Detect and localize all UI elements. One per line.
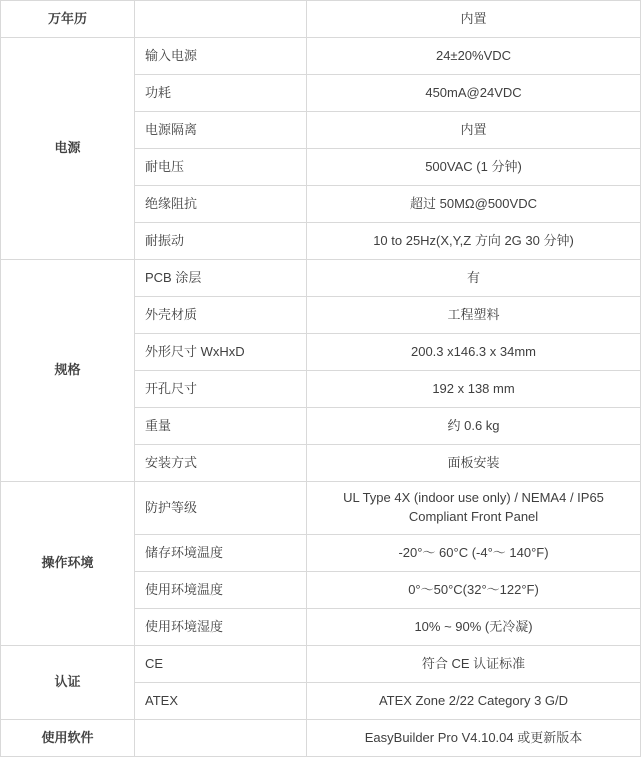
subitem-cell: 重量 <box>135 408 307 445</box>
table-row <box>1 38 641 75</box>
value-cell: 内置 <box>307 1 641 38</box>
value-cell: 450mA@24VDC <box>307 75 641 112</box>
value-cell: 192 x 138 mm <box>307 371 641 408</box>
value-cell: 500VAC (1 分钟) <box>307 149 641 186</box>
subitem-cell: 使用环境温度 <box>135 572 307 609</box>
value-line-1: UL Type 4X (indoor use only) / NEMA4 / IP65 <box>343 490 604 506</box>
table-row <box>1 720 641 757</box>
subitem-cell: 开孔尺寸 <box>135 371 307 408</box>
category-cell: 万年历 <box>1 1 135 38</box>
subitem-cell: 功耗 <box>135 75 307 112</box>
subitem-cell: 外壳材质 <box>135 297 307 334</box>
subitem-cell: 使用环境湿度 <box>135 609 307 646</box>
subitem-cell: ATEX <box>135 683 307 720</box>
value-line-2: Compliant Front Panel <box>408 509 539 524</box>
value-cell: -20°～ 60°C (-4°～ 140°F) <box>307 535 641 572</box>
value-cell: 内置 <box>307 112 641 149</box>
table-row <box>1 482 641 535</box>
value-cell: 10% ~ 90% (无冷凝) <box>307 609 641 646</box>
value-cell: 24±20%VDC <box>307 38 641 75</box>
subitem-cell: 耐振动 <box>135 223 307 260</box>
value-cell: 符合 CE 认证标准 <box>307 646 641 683</box>
value-cell: 有 <box>307 260 641 297</box>
subitem-cell: 耐电压 <box>135 149 307 186</box>
value-cell: 10 to 25Hz(X,Y,Z 方向 2G 30 分钟) <box>307 223 641 260</box>
category-cell: 电源 <box>1 38 135 260</box>
subitem-cell: 储存环境温度 <box>135 535 307 572</box>
value-cell: 200.3 x146.3 x 34mm <box>307 334 641 371</box>
subitem-cell <box>135 720 307 757</box>
subitem-cell: 绝缘阻抗 <box>135 186 307 223</box>
category-cell: 认证 <box>1 646 135 720</box>
subitem-cell: 输入电源 <box>135 38 307 75</box>
category-cell: 规格 <box>1 260 135 482</box>
table-row <box>1 1 641 38</box>
value-cell: 工程塑料 <box>307 297 641 334</box>
subitem-cell <box>135 1 307 38</box>
table-row <box>1 260 641 297</box>
value-cell: 0°～50°C(32°～122°F) <box>307 572 641 609</box>
subitem-cell: 防护等级 <box>135 482 307 535</box>
table-row <box>1 646 641 683</box>
value-cell: ATEX Zone 2/22 Category 3 G/D <box>307 683 641 720</box>
value-cell: EasyBuilder Pro V4.10.04 或更新版本 <box>307 720 641 757</box>
category-cell: 使用软件 <box>1 720 135 757</box>
value-cell: 约 0.6 kg <box>307 408 641 445</box>
value-cell: 面板安装 <box>307 445 641 482</box>
subitem-cell: 外形尺寸 WxHxD <box>135 334 307 371</box>
subitem-cell: 安装方式 <box>135 445 307 482</box>
subitem-cell: PCB 涂层 <box>135 260 307 297</box>
subitem-cell: 电源隔离 <box>135 112 307 149</box>
value-cell: 超过 50MΩ@500VDC <box>307 186 641 223</box>
category-cell: 操作环境 <box>1 482 135 646</box>
value-cell <box>307 482 641 535</box>
subitem-cell: CE <box>135 646 307 683</box>
